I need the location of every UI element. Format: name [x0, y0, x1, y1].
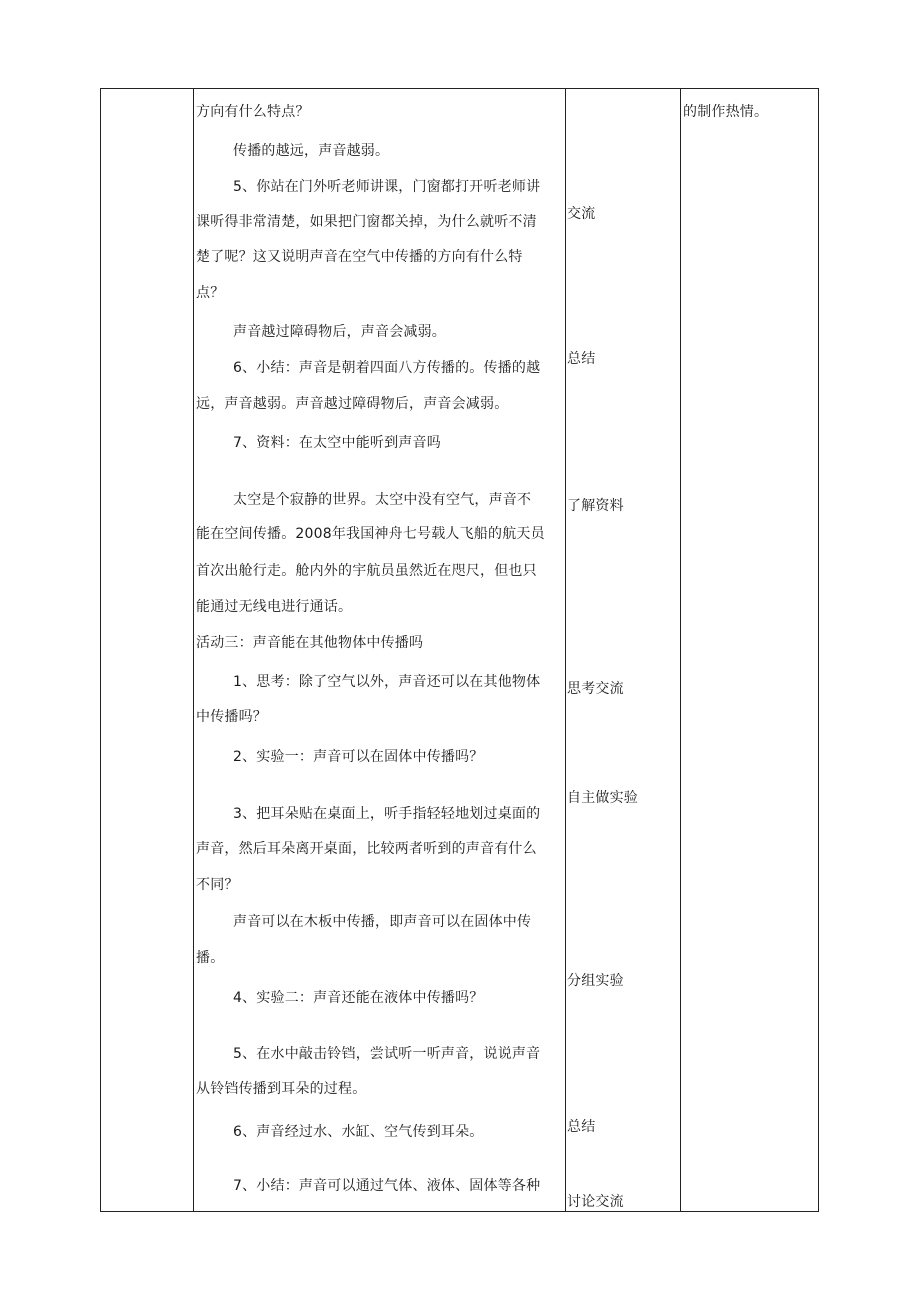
content-line: 楚了呢？这又说明声音在空气中传播的方向有什么特	[196, 249, 523, 265]
content-line: 2、实验一：声音可以在固体中传播吗？	[233, 749, 484, 765]
content-line: 不同？	[196, 877, 239, 893]
content-line: 7、小结：声音可以通过气体、液体、固体等各种	[233, 1178, 541, 1194]
section-heading: 活动三：声音能在其他物体中传播吗	[196, 635, 424, 651]
content-line: 3、把耳朵贴在桌面上，听手指轻轻地划过桌面的	[233, 806, 541, 822]
activity-label: 交流	[567, 206, 596, 222]
activity-label: 总结	[567, 351, 596, 367]
content-line: 太空是个寂静的世界。太空中没有空气，声音不	[233, 492, 532, 508]
content-line: 点？	[196, 285, 225, 301]
content-line: 播。	[196, 950, 225, 966]
activity-label: 自主做实验	[567, 790, 638, 806]
activity-label: 讨论交流	[567, 1194, 624, 1210]
content-line: 远，声音越弱。声音越过障碍物后，声音会减弱。	[196, 396, 509, 412]
content-line: 6、声音经过水、水缸、空气传到耳朵。	[233, 1124, 484, 1140]
content-line: 4、实验二：声音还能在液体中传播吗？	[233, 990, 484, 1006]
content-line: 传播的越远，声音越弱。	[233, 143, 390, 159]
intent-text: 的制作热情。	[683, 104, 769, 120]
table-col-border-1	[193, 88, 194, 1212]
content-line: 6、小结：声音是朝着四面八方传播的。传播的越	[233, 360, 541, 376]
activity-label: 分组实验	[567, 973, 624, 989]
content-line: 1、思考：除了空气以外，声音还可以在其他物体	[233, 674, 541, 690]
table-col-border-4	[818, 88, 819, 1212]
table-col-border-3	[680, 88, 681, 1212]
content-line: 7、资料：在太空中能听到声音吗	[233, 435, 441, 451]
content-line: 声音，然后耳朵离开桌面，比较两者听到的声音有什么	[196, 841, 537, 857]
content-line: 声音可以在木板中传播，即声音可以在固体中传	[233, 914, 532, 930]
activity-label: 了解资料	[567, 498, 624, 514]
content-line: 课听得非常清楚，如果把门窗都关掉，为什么就听不清	[196, 214, 537, 230]
content-line: 方向有什么特点？	[196, 104, 310, 120]
activity-label: 总结	[567, 1119, 596, 1135]
content-line: 能在空间传播。2008年我国神舟七号载人飞船的航天员	[196, 526, 545, 542]
content-line: 声音越过障碍物后，声音会减弱。	[233, 324, 446, 340]
content-line: 中传播吗？	[196, 709, 267, 725]
content-line: 从铃铛传播到耳朵的过程。	[196, 1081, 367, 1097]
content-line: 能通过无线电进行通话。	[196, 599, 353, 615]
table-top-border	[100, 88, 819, 89]
content-line: 5、在水中敲击铃铛，尝试听一听声音，说说声音	[233, 1046, 541, 1062]
content-line: 首次出舱行走。舱内外的宇航员虽然近在咫尺，但也只	[196, 563, 537, 579]
activity-label: 思考交流	[567, 681, 624, 697]
table-col-border-0	[100, 88, 101, 1212]
table-col-border-2	[565, 88, 566, 1212]
content-line: 5、你站在门外听老师讲课，门窗都打开听老师讲	[233, 179, 541, 195]
table-bottom-border	[100, 1211, 819, 1212]
